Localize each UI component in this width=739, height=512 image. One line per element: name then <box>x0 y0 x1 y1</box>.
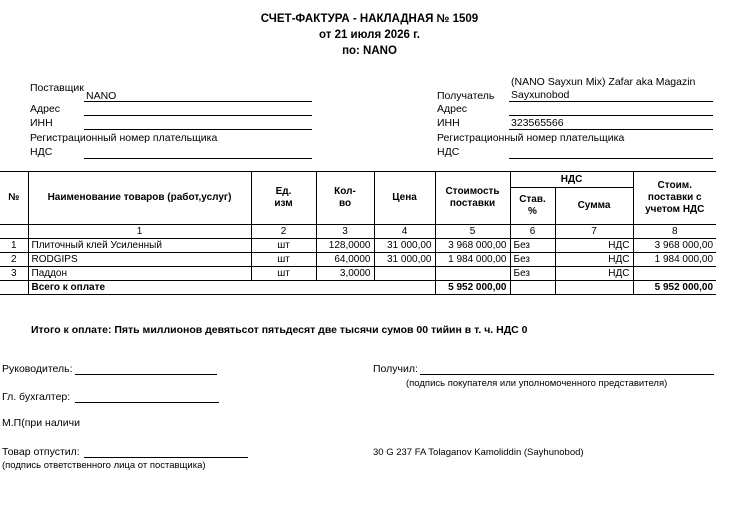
col-vat-sum-header: Сумма <box>555 188 633 225</box>
recipient-label: Получатель <box>437 90 495 102</box>
recipient-inn-line <box>509 129 713 130</box>
row-vat-sum: НДС <box>555 267 633 281</box>
row-vat-rate: Без <box>510 239 555 253</box>
recipient-reg-label: Регистрационный номер плательщика <box>437 132 625 144</box>
released-signature-line <box>84 457 248 458</box>
colnum-cell: 8 <box>633 225 716 239</box>
row-qty: 3,0000 <box>316 267 374 281</box>
recipient-inn-label: ИНН <box>437 117 460 129</box>
row-cost: 3 968 000,00 <box>435 239 510 253</box>
released-note: (подпись ответственного лица от поставщика) <box>2 460 206 471</box>
colnum-cell: 6 <box>510 225 555 239</box>
recipient-vat-label: НДС <box>437 146 460 158</box>
row-num: 2 <box>0 253 28 267</box>
col-qty-header: Кол-во <box>316 172 374 225</box>
total-cost: 5 952 000,00 <box>435 281 510 295</box>
supplier-inn-line <box>84 129 312 130</box>
col-vat-header: НДС <box>510 172 633 188</box>
accountant-signature-line <box>75 402 219 403</box>
row-unit: шт <box>251 239 316 253</box>
received-signature-line <box>420 374 714 375</box>
recipient-value-line1: (NANO Sayxun Mix) Zafar aka Magazin <box>511 76 696 88</box>
stamp-label: М.П(при наличи <box>2 417 80 429</box>
col-cost-header: Стоимость поставки <box>435 172 510 225</box>
colnum-cell: 7 <box>555 225 633 239</box>
table-row <box>0 267 716 281</box>
col-name-header: Наименование товаров (работ,услуг) <box>28 172 251 225</box>
total-empty <box>510 281 555 295</box>
colnum-cell: 2 <box>251 225 316 239</box>
col-price-header: Цена <box>374 172 435 225</box>
row-total <box>633 267 716 281</box>
received-label: Получил: <box>373 363 418 375</box>
row-total: 1 984 000,00 <box>633 253 716 267</box>
colnum-cell <box>0 225 28 239</box>
released-label: Товар отпустил: <box>2 446 80 458</box>
power-of-attorney: 30 G 237 FA Tolaganov Kamoliddin (Sayhunobod) <box>373 447 584 458</box>
colnum-cell: 5 <box>435 225 510 239</box>
invoice-date: от 21 июля 2026 г. <box>319 29 420 41</box>
director-signature-line <box>75 374 217 375</box>
total-label: Всего к оплате <box>28 281 435 295</box>
row-cost: 1 984 000,00 <box>435 253 510 267</box>
supplier-vat-line <box>84 158 312 159</box>
col-vat-rate-header: Став. % <box>510 188 555 225</box>
table-header-row <box>0 172 716 188</box>
colnum-cell: 4 <box>374 225 435 239</box>
row-cost <box>435 267 510 281</box>
row-vat-rate: Без <box>510 267 555 281</box>
row-name: RODGIPS <box>28 253 251 267</box>
supplier-line <box>84 101 312 102</box>
row-price <box>374 267 435 281</box>
invoice-title: СЧЕТ-ФАКТУРА - НАКЛАДНАЯ № 1509 <box>260 13 479 25</box>
row-qty: 128,0000 <box>316 239 374 253</box>
table-row <box>0 253 716 267</box>
row-unit: шт <box>251 253 316 267</box>
row-name: Плиточный клей Усиленный <box>28 239 251 253</box>
supplier-address-label: Адрес <box>30 103 61 115</box>
row-name: Паддон <box>28 267 251 281</box>
supplier-inn-label: ИНН <box>30 117 53 129</box>
row-price: 31 000,00 <box>374 253 435 267</box>
recipient-line <box>509 101 713 102</box>
colnum-cell: 3 <box>316 225 374 239</box>
total-empty <box>0 281 28 295</box>
received-note: (подпись покупателя или уполномоченного представителя) <box>406 378 668 389</box>
row-unit: шт <box>251 267 316 281</box>
total-empty <box>555 281 633 295</box>
invoice-table <box>0 171 716 295</box>
recipient-vat-line <box>509 158 713 159</box>
table-total-row <box>0 281 716 295</box>
supplier-address-line <box>84 115 312 116</box>
table-row <box>0 239 716 253</box>
supplier-reg-label: Регистрационный номер плательщика <box>30 132 218 144</box>
total-sum: 5 952 000,00 <box>633 281 716 295</box>
recipient-value-line2: Sayxunobod <box>511 89 570 101</box>
supplier-value: NANO <box>86 90 117 102</box>
row-price: 31 000,00 <box>374 239 435 253</box>
row-qty: 64,0000 <box>316 253 374 267</box>
supplier-vat-label: НДС <box>30 146 53 158</box>
row-vat-rate: Без <box>510 253 555 267</box>
total-in-words: Итого к оплате: Пять миллионов девятьсот пятьдесят две тысячи сумов 00 тийин в т. ч. НДС 0 <box>31 324 528 336</box>
row-num: 3 <box>0 267 28 281</box>
colnum-cell: 1 <box>28 225 251 239</box>
table-colnum-row <box>0 225 716 239</box>
supplier-label: Поставщик <box>30 82 84 94</box>
row-vat-sum: НДС <box>555 253 633 267</box>
recipient-address-line <box>509 115 713 116</box>
invoice-contract: по: NANO <box>342 45 397 57</box>
accountant-label: Гл. бухгалтер: <box>2 391 71 403</box>
recipient-inn-value: 323565566 <box>511 117 564 129</box>
col-total-header: Стоим. поставки с учетом НДС <box>633 172 716 225</box>
director-label: Руководитель: <box>2 363 73 375</box>
row-total: 3 968 000,00 <box>633 239 716 253</box>
row-num: 1 <box>0 239 28 253</box>
col-num-header: № <box>0 172 28 225</box>
col-unit-header: Ед. изм <box>251 172 316 225</box>
recipient-address-label: Адрес <box>437 103 468 115</box>
row-vat-sum: НДС <box>555 239 633 253</box>
